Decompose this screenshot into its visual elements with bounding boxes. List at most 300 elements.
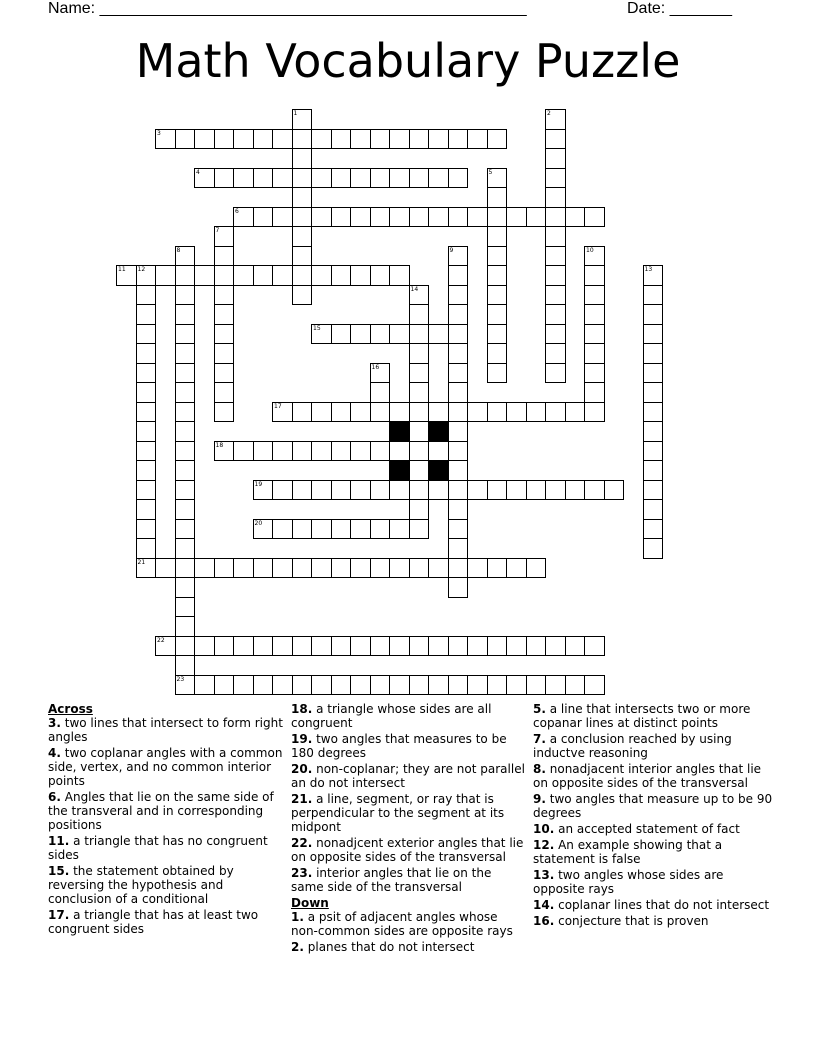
crossword-cell[interactable]	[545, 207, 566, 228]
crossword-cell[interactable]	[253, 265, 274, 286]
crossword-cell[interactable]	[331, 675, 352, 696]
crossword-cell[interactable]	[565, 675, 586, 696]
crossword-cell[interactable]	[136, 480, 157, 501]
crossword-cell[interactable]	[331, 636, 352, 657]
crossword-cell[interactable]	[214, 246, 235, 267]
crossword-cell[interactable]	[311, 265, 332, 286]
crossword-cell[interactable]	[214, 226, 235, 247]
crossword-cell[interactable]	[292, 265, 313, 286]
crossword-cell[interactable]	[643, 441, 664, 462]
crossword-cell[interactable]	[467, 207, 488, 228]
crossword-cell[interactable]	[175, 304, 196, 325]
crossword-cell[interactable]	[233, 636, 254, 657]
crossword-cell[interactable]	[448, 558, 469, 579]
crossword-cell[interactable]	[292, 441, 313, 462]
crossword-cell[interactable]	[448, 363, 469, 384]
crossword-cell[interactable]	[389, 207, 410, 228]
crossword-cell[interactable]	[584, 636, 605, 657]
crossword-cell[interactable]	[409, 168, 430, 189]
crossword-cell[interactable]	[526, 207, 547, 228]
crossword-cell[interactable]	[214, 441, 235, 462]
crossword-cell[interactable]	[253, 519, 274, 540]
crossword-cell[interactable]	[545, 363, 566, 384]
crossword-cell[interactable]	[175, 519, 196, 540]
crossword-cell[interactable]	[253, 168, 274, 189]
crossword-cell[interactable]	[136, 382, 157, 403]
crossword-cell[interactable]	[214, 265, 235, 286]
crossword-cell[interactable]	[350, 519, 371, 540]
crossword-cell[interactable]	[389, 636, 410, 657]
crossword-cell[interactable]	[233, 168, 254, 189]
crossword-cell[interactable]	[194, 129, 215, 150]
crossword-cell[interactable]	[292, 207, 313, 228]
crossword-cell[interactable]	[487, 363, 508, 384]
crossword-cell[interactable]	[448, 324, 469, 345]
crossword-cell[interactable]	[350, 168, 371, 189]
crossword-cell[interactable]	[428, 675, 449, 696]
crossword-cell[interactable]	[545, 246, 566, 267]
crossword-cell[interactable]	[506, 558, 527, 579]
crossword-cell[interactable]	[214, 129, 235, 150]
crossword-cell[interactable]	[331, 402, 352, 423]
crossword-cell[interactable]	[487, 129, 508, 150]
crossword-cell[interactable]	[350, 675, 371, 696]
crossword-cell[interactable]	[643, 304, 664, 325]
crossword-cell[interactable]	[506, 207, 527, 228]
crossword-cell[interactable]	[448, 207, 469, 228]
crossword-cell[interactable]	[116, 265, 137, 286]
crossword-cell[interactable]	[545, 285, 566, 306]
crossword-cell[interactable]	[311, 675, 332, 696]
crossword-cell[interactable]	[370, 636, 391, 657]
crossword-cell[interactable]	[584, 675, 605, 696]
crossword-cell[interactable]	[448, 382, 469, 403]
crossword-cell[interactable]	[643, 285, 664, 306]
crossword-cell[interactable]	[292, 109, 313, 130]
crossword-cell[interactable]	[370, 324, 391, 345]
crossword-cell[interactable]	[526, 636, 547, 657]
crossword-cell[interactable]	[175, 265, 196, 286]
crossword-cell[interactable]	[545, 168, 566, 189]
crossword-cell[interactable]	[136, 538, 157, 559]
crossword-cell[interactable]	[467, 480, 488, 501]
crossword-cell[interactable]	[389, 519, 410, 540]
crossword-cell[interactable]	[136, 265, 157, 286]
crossword-cell[interactable]	[311, 168, 332, 189]
crossword-cell[interactable]	[370, 168, 391, 189]
crossword-cell[interactable]	[389, 675, 410, 696]
date-field[interactable]: Date: _______	[627, 0, 732, 17]
crossword-cell[interactable]	[175, 675, 196, 696]
crossword-cell[interactable]	[311, 402, 332, 423]
crossword-cell[interactable]	[214, 285, 235, 306]
crossword-cell[interactable]	[311, 441, 332, 462]
crossword-cell[interactable]	[214, 168, 235, 189]
crossword-cell[interactable]	[545, 636, 566, 657]
crossword-cell[interactable]	[584, 382, 605, 403]
crossword-cell[interactable]	[545, 187, 566, 208]
crossword-cell[interactable]	[487, 324, 508, 345]
crossword-cell[interactable]	[584, 402, 605, 423]
crossword-cell[interactable]	[175, 558, 196, 579]
crossword-cell[interactable]	[448, 441, 469, 462]
crossword-cell[interactable]	[370, 558, 391, 579]
crossword-cell[interactable]	[350, 207, 371, 228]
crossword-cell[interactable]	[272, 519, 293, 540]
name-field[interactable]: Name: ________________________________________________	[48, 0, 527, 17]
crossword-cell[interactable]	[487, 226, 508, 247]
crossword-cell[interactable]	[350, 265, 371, 286]
crossword-cell[interactable]	[350, 402, 371, 423]
crossword-cell[interactable]	[370, 675, 391, 696]
crossword-cell[interactable]	[409, 460, 430, 481]
crossword-cell[interactable]	[272, 480, 293, 501]
crossword-cell[interactable]	[409, 519, 430, 540]
crossword-cell[interactable]	[370, 363, 391, 384]
crossword-cell[interactable]	[272, 129, 293, 150]
crossword-cell[interactable]	[487, 343, 508, 364]
crossword-cell[interactable]	[292, 480, 313, 501]
crossword-cell[interactable]	[175, 636, 196, 657]
crossword-cell[interactable]	[214, 675, 235, 696]
crossword-cell[interactable]	[545, 402, 566, 423]
crossword-cell[interactable]	[584, 343, 605, 364]
crossword-cell[interactable]	[136, 499, 157, 520]
crossword-cell[interactable]	[643, 460, 664, 481]
crossword-cell[interactable]	[155, 636, 176, 657]
crossword-cell[interactable]	[331, 265, 352, 286]
crossword-cell[interactable]	[214, 382, 235, 403]
crossword-cell[interactable]	[292, 129, 313, 150]
crossword-cell[interactable]	[643, 499, 664, 520]
crossword-cell[interactable]	[292, 187, 313, 208]
crossword-cell[interactable]	[448, 480, 469, 501]
crossword-cell[interactable]	[526, 558, 547, 579]
crossword-cell[interactable]	[175, 616, 196, 637]
crossword-cell[interactable]	[233, 441, 254, 462]
crossword-cell[interactable]	[448, 265, 469, 286]
crossword-cell[interactable]	[331, 558, 352, 579]
crossword-cell[interactable]	[565, 207, 586, 228]
crossword-cell[interactable]	[214, 324, 235, 345]
crossword-cell[interactable]	[233, 558, 254, 579]
crossword-cell[interactable]	[467, 129, 488, 150]
crossword-cell[interactable]	[331, 207, 352, 228]
crossword-cell[interactable]	[311, 129, 332, 150]
crossword-cell[interactable]	[175, 460, 196, 481]
crossword-cell[interactable]	[194, 558, 215, 579]
crossword-cell[interactable]	[545, 226, 566, 247]
crossword-cell[interactable]	[292, 148, 313, 169]
crossword-cell[interactable]	[428, 636, 449, 657]
crossword-cell[interactable]	[545, 265, 566, 286]
crossword-cell[interactable]	[370, 129, 391, 150]
crossword-cell[interactable]	[175, 597, 196, 618]
crossword-cell[interactable]	[175, 382, 196, 403]
crossword-cell[interactable]	[389, 480, 410, 501]
crossword-cell[interactable]	[643, 421, 664, 442]
crossword-cell[interactable]	[331, 129, 352, 150]
crossword-cell[interactable]	[584, 480, 605, 501]
crossword-cell[interactable]	[253, 129, 274, 150]
crossword-cell[interactable]	[643, 382, 664, 403]
crossword-cell[interactable]	[175, 538, 196, 559]
crossword-cell[interactable]	[292, 168, 313, 189]
crossword-cell[interactable]	[545, 129, 566, 150]
crossword-cell[interactable]	[350, 636, 371, 657]
crossword-cell[interactable]	[272, 265, 293, 286]
crossword-cell[interactable]	[389, 129, 410, 150]
crossword-cell[interactable]	[272, 402, 293, 423]
crossword-cell[interactable]	[467, 558, 488, 579]
crossword-cell[interactable]	[311, 207, 332, 228]
crossword-cell[interactable]	[448, 343, 469, 364]
crossword-cell[interactable]	[175, 577, 196, 598]
crossword-cell[interactable]	[545, 343, 566, 364]
crossword-cell[interactable]	[409, 441, 430, 462]
crossword-cell[interactable]	[448, 460, 469, 481]
crossword-cell[interactable]	[448, 129, 469, 150]
crossword-cell[interactable]	[136, 460, 157, 481]
crossword-cell[interactable]	[272, 168, 293, 189]
crossword-cell[interactable]	[272, 675, 293, 696]
crossword-cell[interactable]	[194, 168, 215, 189]
crossword-cell[interactable]	[409, 480, 430, 501]
crossword-cell[interactable]	[175, 246, 196, 267]
crossword-cell[interactable]	[214, 363, 235, 384]
crossword-cell[interactable]	[409, 402, 430, 423]
crossword-cell[interactable]	[409, 421, 430, 442]
crossword-cell[interactable]	[253, 636, 274, 657]
crossword-cell[interactable]	[292, 246, 313, 267]
crossword-cell[interactable]	[545, 675, 566, 696]
crossword-cell[interactable]	[448, 421, 469, 442]
crossword-cell[interactable]	[643, 363, 664, 384]
crossword-cell[interactable]	[136, 421, 157, 442]
crossword-cell[interactable]	[545, 304, 566, 325]
crossword-cell[interactable]	[350, 441, 371, 462]
crossword-cell[interactable]	[370, 480, 391, 501]
crossword-cell[interactable]	[545, 480, 566, 501]
crossword-cell[interactable]	[331, 480, 352, 501]
crossword-cell[interactable]	[292, 636, 313, 657]
crossword-cell[interactable]	[311, 519, 332, 540]
crossword-cell[interactable]	[370, 382, 391, 403]
crossword-cell[interactable]	[428, 168, 449, 189]
crossword-cell[interactable]	[175, 499, 196, 520]
crossword-cell[interactable]	[448, 246, 469, 267]
crossword-cell[interactable]	[448, 402, 469, 423]
crossword-cell[interactable]	[370, 265, 391, 286]
crossword-cell[interactable]	[155, 558, 176, 579]
crossword-cell[interactable]	[136, 402, 157, 423]
crossword-cell[interactable]	[253, 480, 274, 501]
crossword-cell[interactable]	[272, 441, 293, 462]
crossword-cell[interactable]	[175, 421, 196, 442]
crossword-cell[interactable]	[409, 207, 430, 228]
crossword-cell[interactable]	[233, 207, 254, 228]
crossword-cell[interactable]	[136, 363, 157, 384]
crossword-cell[interactable]	[409, 285, 430, 306]
crossword-cell[interactable]	[409, 343, 430, 364]
crossword-cell[interactable]	[526, 675, 547, 696]
crossword-cell[interactable]	[643, 519, 664, 540]
crossword-cell[interactable]	[350, 558, 371, 579]
crossword-cell[interactable]	[389, 168, 410, 189]
crossword-cell[interactable]	[526, 480, 547, 501]
crossword-cell[interactable]	[175, 343, 196, 364]
crossword-cell[interactable]	[331, 441, 352, 462]
crossword-cell[interactable]	[487, 246, 508, 267]
crossword-cell[interactable]	[545, 109, 566, 130]
crossword-cell[interactable]	[428, 480, 449, 501]
crossword-cell[interactable]	[487, 636, 508, 657]
crossword-cell[interactable]	[136, 324, 157, 345]
crossword-cell[interactable]	[350, 480, 371, 501]
crossword-cell[interactable]	[409, 304, 430, 325]
crossword-cell[interactable]	[370, 207, 391, 228]
crossword-cell[interactable]	[428, 129, 449, 150]
crossword-cell[interactable]	[604, 480, 625, 501]
crossword-cell[interactable]	[467, 402, 488, 423]
crossword-cell[interactable]	[214, 343, 235, 364]
crossword-cell[interactable]	[175, 441, 196, 462]
crossword-cell[interactable]	[409, 363, 430, 384]
crossword-cell[interactable]	[448, 675, 469, 696]
crossword-cell[interactable]	[448, 285, 469, 306]
crossword-cell[interactable]	[272, 636, 293, 657]
crossword-cell[interactable]	[409, 636, 430, 657]
crossword-cell[interactable]	[175, 285, 196, 306]
crossword-cell[interactable]	[292, 519, 313, 540]
crossword-cell[interactable]	[467, 675, 488, 696]
crossword-cell[interactable]	[487, 558, 508, 579]
crossword-cell[interactable]	[584, 285, 605, 306]
crossword-cell[interactable]	[233, 129, 254, 150]
crossword-cell[interactable]	[448, 519, 469, 540]
crossword-cell[interactable]	[292, 675, 313, 696]
crossword-cell[interactable]	[487, 265, 508, 286]
crossword-cell[interactable]	[409, 324, 430, 345]
crossword-cell[interactable]	[370, 519, 391, 540]
crossword-cell[interactable]	[448, 168, 469, 189]
crossword-cell[interactable]	[428, 402, 449, 423]
crossword-cell[interactable]	[214, 304, 235, 325]
crossword-cell[interactable]	[214, 636, 235, 657]
crossword-cell[interactable]	[136, 441, 157, 462]
crossword-cell[interactable]	[409, 382, 430, 403]
crossword-cell[interactable]	[487, 285, 508, 306]
crossword-cell[interactable]	[272, 207, 293, 228]
crossword-cell[interactable]	[292, 558, 313, 579]
crossword-cell[interactable]	[389, 402, 410, 423]
crossword-cell[interactable]	[428, 324, 449, 345]
crossword-cell[interactable]	[389, 558, 410, 579]
crossword-cell[interactable]	[175, 655, 196, 676]
crossword-cell[interactable]	[409, 558, 430, 579]
crossword-cell[interactable]	[643, 324, 664, 345]
crossword-cell[interactable]	[331, 168, 352, 189]
crossword-cell[interactable]	[584, 304, 605, 325]
crossword-cell[interactable]	[584, 265, 605, 286]
crossword-cell[interactable]	[448, 538, 469, 559]
crossword-cell[interactable]	[194, 636, 215, 657]
crossword-cell[interactable]	[136, 558, 157, 579]
crossword-cell[interactable]	[370, 441, 391, 462]
crossword-cell[interactable]	[292, 226, 313, 247]
crossword-cell[interactable]	[409, 499, 430, 520]
crossword-cell[interactable]	[370, 402, 391, 423]
crossword-cell[interactable]	[643, 538, 664, 559]
crossword-cell[interactable]	[253, 207, 274, 228]
crossword-cell[interactable]	[643, 343, 664, 364]
crossword-cell[interactable]	[175, 402, 196, 423]
crossword-cell[interactable]	[565, 480, 586, 501]
crossword-cell[interactable]	[136, 304, 157, 325]
crossword-cell[interactable]	[233, 675, 254, 696]
crossword-cell[interactable]	[506, 636, 527, 657]
crossword-cell[interactable]	[448, 304, 469, 325]
crossword-cell[interactable]	[584, 324, 605, 345]
crossword-cell[interactable]	[487, 402, 508, 423]
crossword-cell[interactable]	[136, 285, 157, 306]
crossword-cell[interactable]	[175, 324, 196, 345]
crossword-cell[interactable]	[487, 304, 508, 325]
crossword-cell[interactable]	[175, 129, 196, 150]
crossword-cell[interactable]	[584, 363, 605, 384]
crossword-cell[interactable]	[643, 480, 664, 501]
crossword-cell[interactable]	[311, 636, 332, 657]
crossword-cell[interactable]	[526, 402, 547, 423]
crossword-cell[interactable]	[428, 558, 449, 579]
crossword-cell[interactable]	[292, 402, 313, 423]
crossword-cell[interactable]	[565, 402, 586, 423]
crossword-cell[interactable]	[409, 129, 430, 150]
crossword-cell[interactable]	[643, 402, 664, 423]
crossword-cell[interactable]	[175, 480, 196, 501]
crossword-cell[interactable]	[584, 246, 605, 267]
crossword-cell[interactable]	[214, 402, 235, 423]
crossword-cell[interactable]	[506, 402, 527, 423]
crossword-cell[interactable]	[311, 324, 332, 345]
crossword-cell[interactable]	[545, 324, 566, 345]
crossword-cell[interactable]	[311, 480, 332, 501]
crossword-cell[interactable]	[214, 558, 235, 579]
crossword-cell[interactable]	[331, 519, 352, 540]
crossword-cell[interactable]	[155, 265, 176, 286]
crossword-cell[interactable]	[487, 168, 508, 189]
crossword-cell[interactable]	[467, 636, 488, 657]
crossword-cell[interactable]	[253, 558, 274, 579]
crossword-cell[interactable]	[136, 343, 157, 364]
crossword-cell[interactable]	[136, 519, 157, 540]
crossword-cell[interactable]	[487, 675, 508, 696]
crossword-cell[interactable]	[428, 207, 449, 228]
crossword-cell[interactable]	[350, 129, 371, 150]
crossword-cell[interactable]	[389, 265, 410, 286]
crossword-cell[interactable]	[331, 324, 352, 345]
crossword-cell[interactable]	[487, 480, 508, 501]
crossword-cell[interactable]	[175, 363, 196, 384]
crossword-cell[interactable]	[506, 675, 527, 696]
crossword-cell[interactable]	[545, 148, 566, 169]
crossword-cell[interactable]	[311, 558, 332, 579]
crossword-cell[interactable]	[155, 129, 176, 150]
crossword-cell[interactable]	[448, 636, 469, 657]
crossword-cell[interactable]	[253, 441, 274, 462]
crossword-cell[interactable]	[253, 675, 274, 696]
crossword-cell[interactable]	[194, 675, 215, 696]
